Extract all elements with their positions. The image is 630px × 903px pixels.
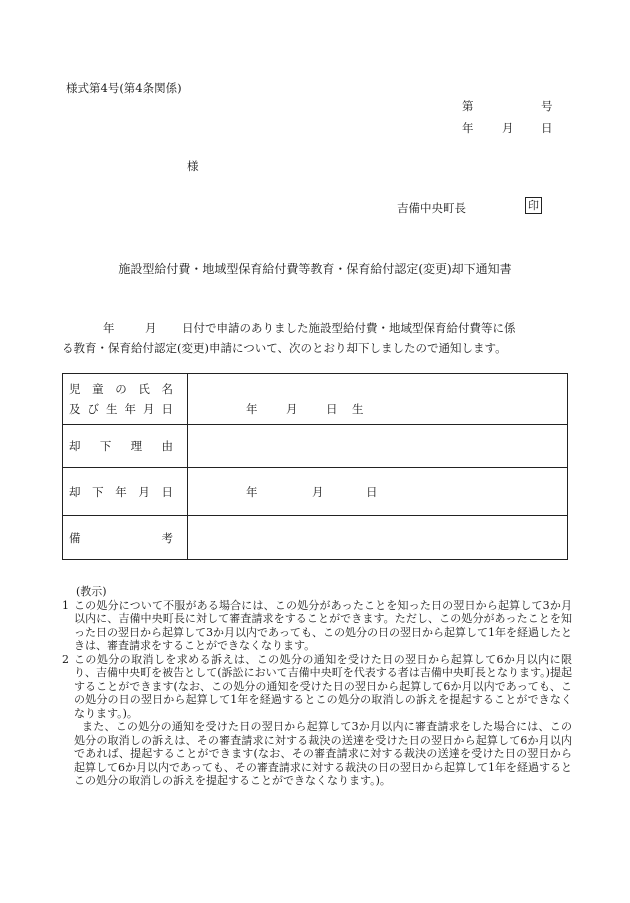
doc-number-label: 第 xyxy=(462,99,474,113)
label-char: 生 xyxy=(106,402,118,416)
label-char: 日 xyxy=(161,402,173,416)
seal-mark: 印 xyxy=(525,197,542,214)
body-line2: る教育・保育給付認定(変更)申請について、次のとおり却下しましたので通知します。 xyxy=(62,341,507,355)
document-title: 施設型給付費・地域型保育給付費等教育・保育給付認定(変更)却下通知書 xyxy=(118,262,512,276)
value-remarks xyxy=(188,516,568,560)
label-char: 日 xyxy=(161,484,173,499)
body-line1: 日付で申請のありました施設型給付費・地域型保育給付費等に係 xyxy=(182,321,516,335)
label-char: 児 xyxy=(69,382,81,396)
doc-date-day: 日 xyxy=(541,121,553,135)
label-reason xyxy=(69,438,173,454)
label-char: 童 xyxy=(92,382,104,396)
item-number: 1 xyxy=(62,598,69,612)
decision-day-unit: 日 xyxy=(366,485,378,499)
label-char: 月 xyxy=(138,484,150,499)
label-char: 及 xyxy=(69,402,81,416)
label-char: 月 xyxy=(143,402,155,416)
instructions-heading: (教示) xyxy=(76,585,107,598)
form-number: 様式第4号(第4条関係) xyxy=(66,81,182,95)
item-text: この処分について不服がある場合には、この処分があったことを知った日の翌日から起算して3か月以内に、吉備中央町長に対して審査請求をすることができます。ただし、この処分があったことを知った日の翌日から起算して3か月以内であっても、この処分の日の翌日から起算して1年を経過したときは、審査請求をすることができなくなります。 xyxy=(74,598,572,652)
addressee-suffix: 様 xyxy=(187,159,199,173)
label-char: の xyxy=(115,382,127,396)
label-char: 理 xyxy=(130,439,143,453)
label-char: 下 xyxy=(92,484,104,499)
doc-date-year: 年 xyxy=(462,121,474,135)
label-char: 名 xyxy=(161,382,173,396)
label-reason-cell xyxy=(63,425,188,468)
value-child-name-birth xyxy=(188,374,568,425)
label-child-name xyxy=(69,381,173,397)
label-remarks-cell xyxy=(63,516,188,560)
table-row-reason xyxy=(63,425,568,468)
label-char: 年 xyxy=(124,402,136,416)
value-decision-date xyxy=(188,468,568,516)
birth-day-unit: 日 xyxy=(326,402,338,416)
label-char: 下 xyxy=(99,439,112,453)
label-birth-date xyxy=(69,401,173,417)
table-row-date xyxy=(63,468,568,516)
label-char: 却 xyxy=(69,439,81,453)
label-char: 由 xyxy=(161,439,173,453)
doc-number-unit: 号 xyxy=(541,99,553,113)
label-char: 考 xyxy=(161,530,173,545)
label-date-cell xyxy=(63,468,188,516)
label-char: 却 xyxy=(69,484,81,499)
label-char: 備 xyxy=(69,530,81,545)
instruction-item-2-para: また、この処分の通知を受けた日の翌日から起算して3か月以内に審査請求をした場合には、この処分の取消しの訴えは、その審査請求に対する裁決の送達を受けた日の翌日から起算して6か月以内であれば、提起することができます(なお、その審査請求に対する裁決の送達を受けた日の翌日から起算して6か月以内であっても、その審査請求に対する裁決の日の翌日から起算して1年を経過するとこの処分の取消しの訴えを提起することができなくなります。)。 xyxy=(74,720,572,787)
label-char: び xyxy=(87,402,99,416)
item-number: 2 xyxy=(62,652,69,666)
instruction-item-2 xyxy=(62,653,572,721)
label-child-name-birth xyxy=(63,374,188,425)
doc-date-month: 月 xyxy=(502,121,514,135)
body-month: 月 xyxy=(145,321,157,335)
label-remarks xyxy=(69,530,173,546)
birth-month-unit: 月 xyxy=(286,402,298,416)
decision-month-unit: 月 xyxy=(312,485,324,499)
birth-year-unit: 年 xyxy=(246,402,258,416)
table-row-child xyxy=(63,374,568,425)
body-year: 年 xyxy=(103,321,115,335)
table-row-remarks xyxy=(63,516,568,560)
item-text: この処分の取消しを求める訴えは、この処分の通知を受けた日の翌日から起算して6か月以内に限り、吉備中央町を被告として(訴訟において吉備中央町を代表する者は吉備中央町長となります。)提起することができます(なお、この処分の通知を受けた日の翌日から起算して6か月以内であっても、この処分の日の翌日から起算して1年を経過するとこの処分の取消しの訴えを提起することができなくなります。)。 xyxy=(74,652,572,720)
label-decision-date xyxy=(69,484,173,500)
instruction-item-1 xyxy=(62,599,572,653)
decision-year-unit: 年 xyxy=(246,485,258,499)
label-char: 氏 xyxy=(138,382,150,396)
sender-name: 吉備中央町長 xyxy=(397,201,466,215)
value-reason xyxy=(188,425,568,468)
label-char: 年 xyxy=(115,484,127,499)
birth-suffix: 生 xyxy=(352,402,364,416)
decision-table xyxy=(62,373,568,560)
appeal-instructions xyxy=(62,585,572,788)
